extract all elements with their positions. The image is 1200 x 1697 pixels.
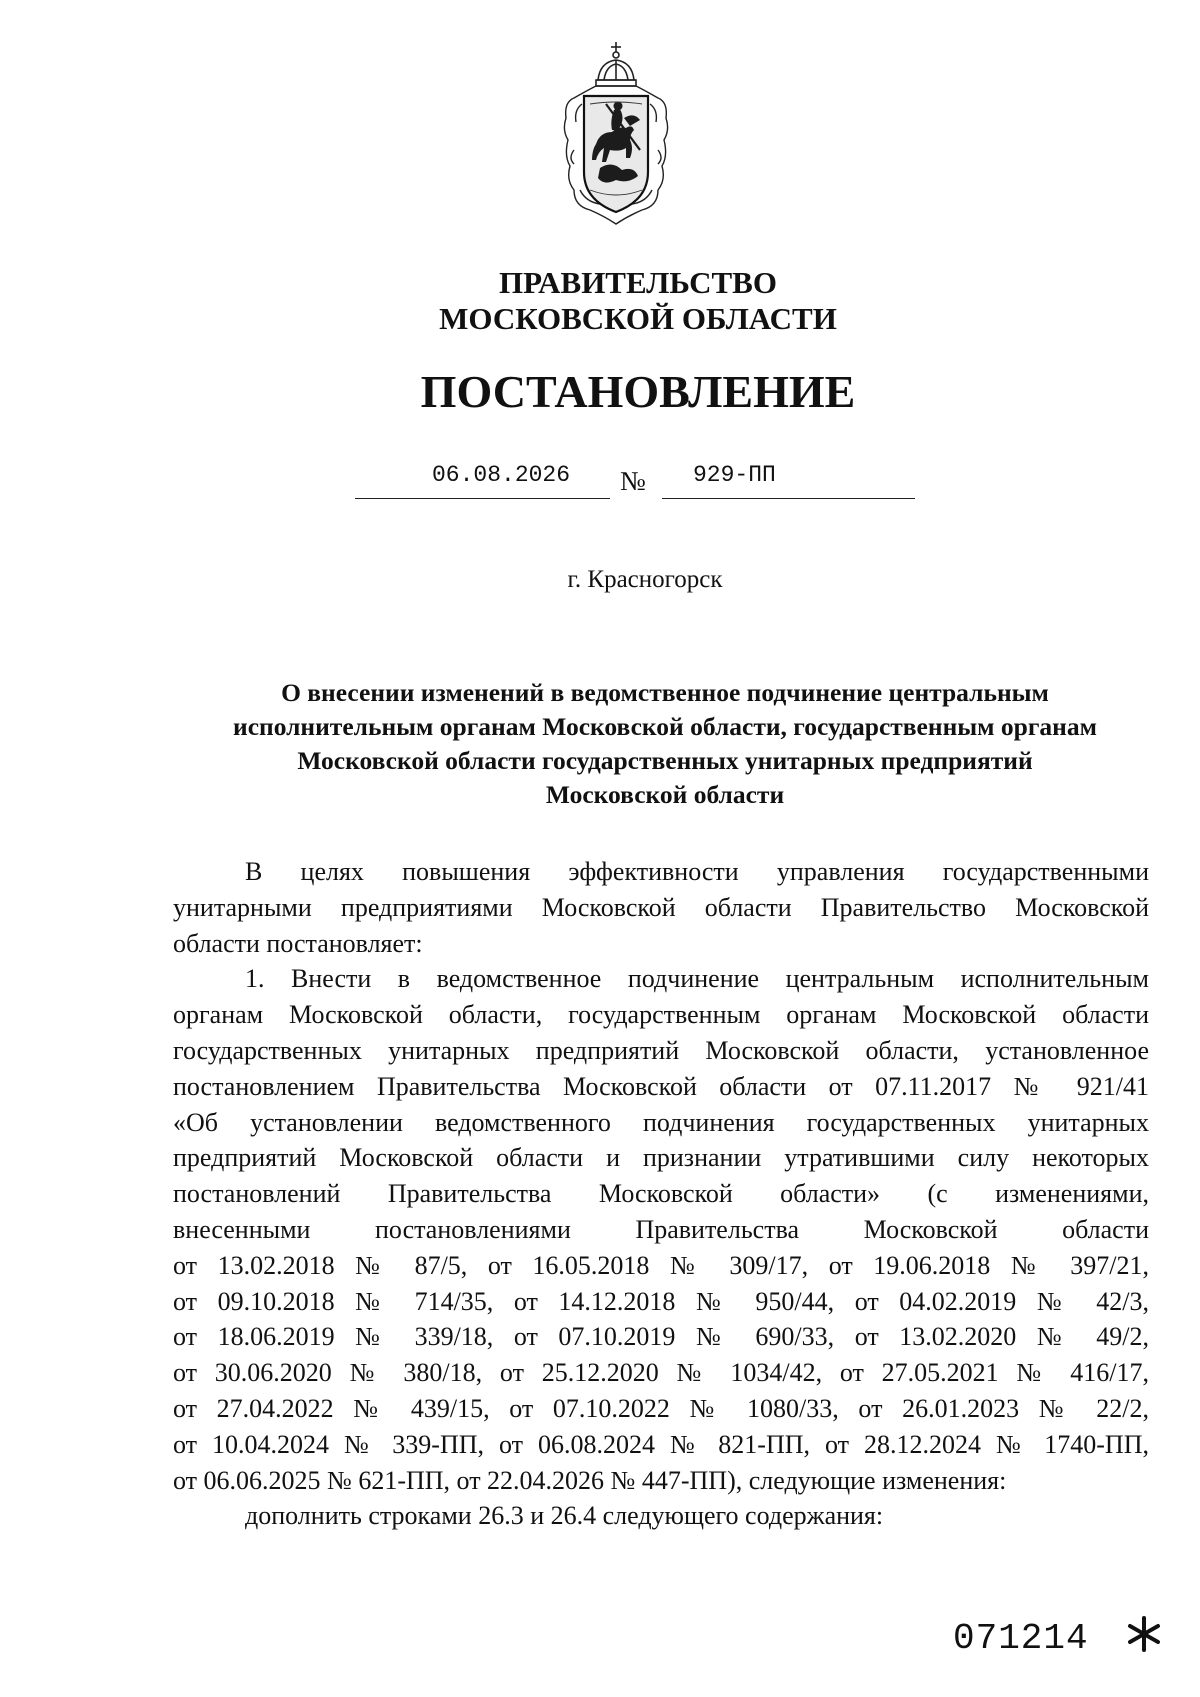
number-underline [662, 498, 915, 499]
body-line: от 13.02.2018 № 87/5, от 16.05.2018 № 309/17, от 19.06.2018 № 397/21, [173, 1250, 1149, 1280]
document-date: 06.08.2026 [432, 462, 571, 488]
barcode-number: 071214 [953, 1618, 1089, 1659]
moscow-oblast-coat-of-arms-icon [560, 40, 672, 228]
date-underline [355, 498, 610, 499]
body-line: В целях повышения эффективности управления государственными [245, 857, 1149, 886]
body-line: унитарными предприятиями Московской области Правительство Московской [173, 892, 1149, 922]
document-title [170, 676, 1160, 812]
organization-name-line-2: МОСКОВСКОЙ ОБЛАСТИ [439, 301, 837, 336]
asterisk-icon [1124, 1614, 1164, 1654]
body-line: государственных унитарных предприятий Московской области, установленное [173, 1035, 1149, 1065]
registration-row [0, 458, 1200, 503]
title-line: О внесении изменений в ведомственное подчинение центральным [281, 678, 1049, 707]
body-line: внесенными постановлениями Правительства Московской области [173, 1214, 1149, 1244]
body-line: постановлений Правительства Московской области» (с изменениями, [173, 1179, 1149, 1209]
body-line: от 27.04.2022 № 439/15, от 07.10.2022 № 1080/33, от 26.01.2023 № 22/2, [173, 1393, 1149, 1423]
body-line: 1. Внести в ведомственное подчинение центральным исполнительным [245, 964, 1149, 994]
body-line: органам Московской области, государственным органам Московской области [173, 1000, 1149, 1030]
organization-name-line-1: ПРАВИТЕЛЬСТВО [499, 265, 777, 300]
body-line: от 06.06.2025 № 621-ПП, от 22.04.2026 № 447-ПП), следующие изменения: [173, 1465, 1007, 1495]
body-line: постановлением Правительства Московской области от 07.11.2017 № 921/41 [173, 1071, 1149, 1101]
body-line: области постановляет: [173, 928, 423, 958]
city-of-issue: г. Красногорск [567, 566, 723, 593]
body-line: от 18.06.2019 № 339/18, от 07.10.2019 № 690/33, от 13.02.2020 № 49/2, [173, 1322, 1149, 1352]
body-line: от 10.04.2024 № 339-ПП, от 06.08.2024 № 821-ПП, от 28.12.2024 № 1740-ПП, [173, 1429, 1149, 1459]
document-body [173, 854, 1149, 1534]
body-line: предприятий Московской области и признании утратившими силу некоторых [173, 1143, 1149, 1173]
title-line: Московской области [545, 780, 785, 809]
body-line: от 30.06.2020 № 380/18, от 25.12.2020 № 1034/42, от 27.05.2021 № 416/17, [173, 1358, 1149, 1388]
body-line: от 09.10.2018 № 714/35, от 14.12.2018 № 950/44, от 04.02.2019 № 42/3, [173, 1286, 1149, 1316]
document-number: 929-ПП [693, 462, 776, 488]
document-type-heading: ПОСТАНОВЛЕНИЕ [420, 366, 856, 417]
body-line: дополнить строками 26.3 и 26.4 следующего содержания: [245, 1501, 884, 1531]
body-line: «Об установлении ведомственного подчинения государственных унитарных [173, 1107, 1149, 1137]
number-sign: № [620, 466, 646, 496]
title-line: Московской области государственных унитарных предприятий [297, 746, 1033, 775]
title-line: исполнительным органам Московской области, государственным органам [233, 712, 1097, 741]
